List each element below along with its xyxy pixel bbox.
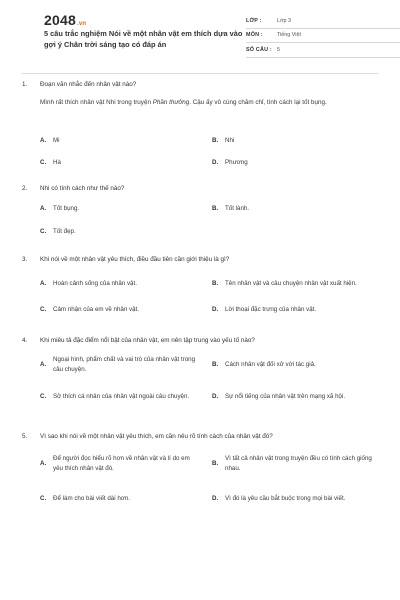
option-letter: A. xyxy=(40,137,47,144)
option-d[interactable] xyxy=(212,488,380,510)
question-text: Đoạn văn nhắc đến nhân vật nào? xyxy=(40,81,137,88)
option-c[interactable] xyxy=(40,305,200,315)
header-divider xyxy=(22,73,378,74)
option-c[interactable] xyxy=(40,488,200,510)
option-b[interactable] xyxy=(212,204,380,214)
option-d[interactable] xyxy=(212,305,380,315)
passage-text: Mình rất thích nhân vật Nhi trong truyện xyxy=(40,99,153,106)
question-header xyxy=(22,184,378,193)
question-number: 3. xyxy=(22,256,28,263)
option-text: Ngoại hình, phẩm chất và vai trò của nhân vật trong câu chuyện. xyxy=(53,356,196,373)
option-a[interactable] xyxy=(40,204,200,214)
meta-row-grade xyxy=(246,14,400,29)
option-text: Sở thích cá nhân của nhân vật ngoài câu chuyện. xyxy=(53,393,190,400)
question-3 xyxy=(22,255,378,313)
option-letter: B. xyxy=(212,280,219,287)
question-number: 2. xyxy=(22,185,28,192)
option-c[interactable] xyxy=(40,227,200,237)
logo-main: 2048 xyxy=(44,12,76,28)
option-text: Hà xyxy=(53,159,61,166)
option-b[interactable] xyxy=(212,136,380,146)
passage-story-title: Phần thưởng xyxy=(152,99,190,106)
option-d[interactable] xyxy=(212,386,380,408)
question-text: Khi miêu tả đặc điểm nổi bật của nhân vật, em nên tập trung vào yếu tố nào? xyxy=(40,337,255,344)
option-letter: C. xyxy=(40,495,47,502)
option-text: Hoàn cảnh sống của nhân vật. xyxy=(53,280,137,287)
option-text: Tốt bụng. xyxy=(53,205,80,212)
quiz-title: 5 câu trắc nghiệm Nói về một nhân vật em thích dựa vào gợi ý Chân trời sáng tạo có đáp án xyxy=(44,29,243,49)
option-letter: D. xyxy=(212,306,219,313)
option-text: Lời thoại đặc trưng của nhân vật. xyxy=(225,306,317,313)
option-a[interactable] xyxy=(40,136,200,146)
site-logo[interactable] xyxy=(44,12,86,28)
option-letter: A. xyxy=(40,460,47,467)
option-letter: A. xyxy=(40,361,47,368)
option-text: Cảm nhận của em về nhân vật. xyxy=(53,306,139,313)
question-number: 1. xyxy=(22,81,28,88)
option-d[interactable] xyxy=(212,158,380,168)
option-text: Mi xyxy=(53,137,60,144)
option-text: Tốt đẹp. xyxy=(53,228,76,235)
question-passage xyxy=(40,97,378,108)
option-letter: B. xyxy=(212,205,219,212)
meta-row-count xyxy=(246,43,400,58)
option-letter: B. xyxy=(212,460,219,467)
header xyxy=(22,0,378,74)
option-text: Vì đó là yêu cầu bắt buộc trong mọi bài viết. xyxy=(225,495,346,502)
option-b[interactable] xyxy=(212,354,380,376)
option-b[interactable] xyxy=(212,273,380,295)
question-1 xyxy=(22,80,378,166)
option-text: Tên nhân vật và câu chuyện nhân vật xuất hiện. xyxy=(225,280,357,287)
option-letter: D. xyxy=(212,159,219,166)
option-a[interactable] xyxy=(40,354,200,376)
question-text: Vì sao khi nói về một nhân vật yêu thích, em cần nêu rõ tính cách của nhân vật đó? xyxy=(40,433,273,440)
logo-suffix: .vn xyxy=(76,21,87,27)
option-b[interactable] xyxy=(212,453,380,475)
option-text: Phương xyxy=(225,159,248,166)
question-header xyxy=(22,432,378,441)
option-letter: B. xyxy=(212,137,219,144)
option-text: Để người đọc hiểu rõ hơn về nhân vật và lí do em yêu thích nhân vật đó. xyxy=(53,455,190,472)
meta-label: SỐ CÂU : xyxy=(246,46,272,53)
option-letter: A. xyxy=(40,205,47,212)
question-number: 4. xyxy=(22,337,28,344)
option-text: Nhi xyxy=(225,137,235,144)
option-letter: C. xyxy=(40,393,47,400)
question-header xyxy=(22,80,378,89)
question-header xyxy=(22,255,378,264)
question-text: Nhi có tính cách như thế nào? xyxy=(40,185,125,192)
question-5 xyxy=(22,432,378,502)
option-c[interactable] xyxy=(40,158,200,168)
option-letter: C. xyxy=(40,159,47,166)
option-text: Cách nhân vật đối xử với tác giả. xyxy=(225,361,316,368)
meta-label: MÔN : xyxy=(246,32,263,39)
question-text: Khi nói về một nhân vật yêu thích, điều đầu tiên cần giới thiệu là gì? xyxy=(40,256,230,263)
option-c[interactable] xyxy=(40,386,200,408)
meta-row-subject xyxy=(246,29,400,44)
option-text: Tốt lành. xyxy=(225,205,250,212)
option-a[interactable] xyxy=(40,453,200,475)
option-text: Vì tất cả nhân vật trong truyện đều có tính cách giống nhau. xyxy=(225,455,372,472)
meta-label: LỚP : xyxy=(246,17,262,24)
question-2 xyxy=(22,184,378,235)
meta-info xyxy=(246,14,400,58)
option-letter: A. xyxy=(40,280,47,287)
option-a[interactable] xyxy=(40,273,200,295)
option-letter: B. xyxy=(212,361,219,368)
meta-value: Tiếng Việt xyxy=(277,32,301,39)
meta-value: Lớp 3 xyxy=(277,17,292,24)
option-letter: D. xyxy=(212,495,219,502)
question-header xyxy=(22,336,378,345)
option-letter: C. xyxy=(40,306,47,313)
option-text: Sự nổi tiếng của nhân vật trên mạng xã hội. xyxy=(225,393,346,400)
option-letter: D. xyxy=(212,393,219,400)
meta-value: 5 xyxy=(277,46,280,53)
passage-text-end: . Cậu ấy vô cùng chăm chỉ, tính cách lại tốt bụng. xyxy=(189,99,327,106)
question-4 xyxy=(22,336,378,400)
option-letter: C. xyxy=(40,228,47,235)
question-number: 5. xyxy=(22,433,28,440)
option-text: Để làm cho bài viết dài hơn. xyxy=(53,495,130,502)
